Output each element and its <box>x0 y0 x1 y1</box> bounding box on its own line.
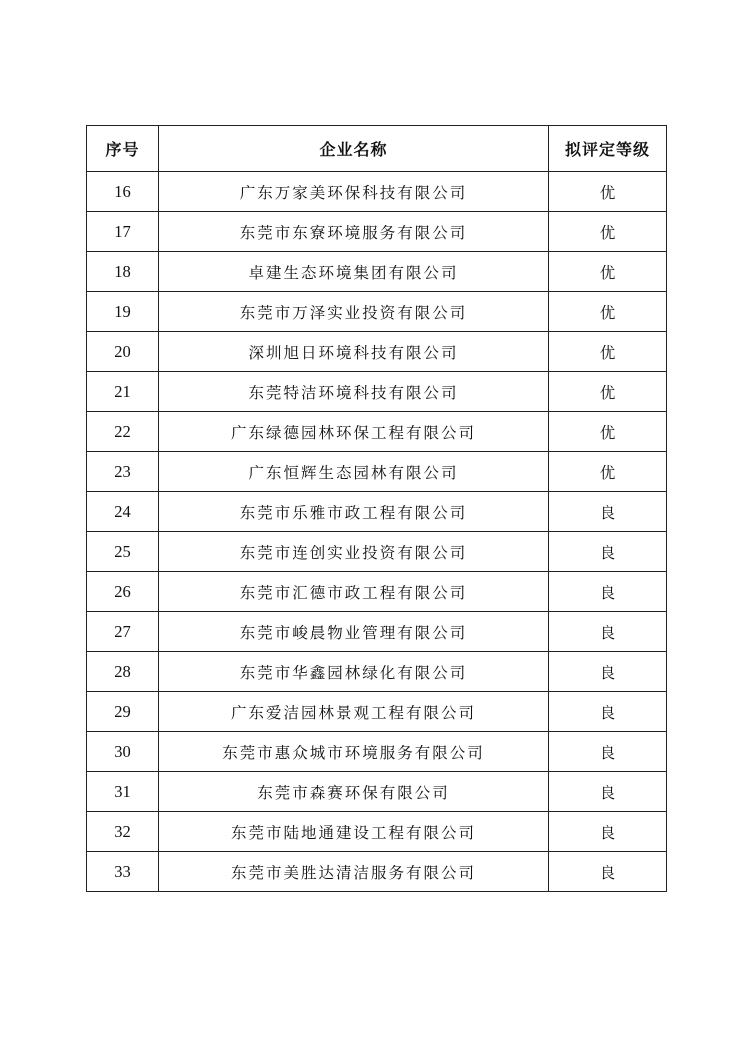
table-row <box>87 692 667 732</box>
row-company-name: 东莞特洁环境科技有限公司 <box>159 372 549 412</box>
row-company-name: 深圳旭日环境科技有限公司 <box>159 332 549 372</box>
table-row <box>87 452 667 492</box>
table-row <box>87 572 667 612</box>
row-grade: 良 <box>549 852 667 892</box>
row-no: 16 <box>87 172 159 212</box>
row-grade: 优 <box>549 372 667 412</box>
row-grade: 优 <box>549 292 667 332</box>
row-grade: 良 <box>549 532 667 572</box>
table-row <box>87 412 667 452</box>
row-company-name: 东莞市华鑫园林绿化有限公司 <box>159 652 549 692</box>
row-grade: 优 <box>549 172 667 212</box>
row-no: 25 <box>87 532 159 572</box>
row-no: 21 <box>87 372 159 412</box>
row-grade: 良 <box>549 492 667 532</box>
row-company-name: 广东爱洁园林景观工程有限公司 <box>159 692 549 732</box>
table-row <box>87 652 667 692</box>
table-body <box>87 172 667 892</box>
row-grade: 良 <box>549 812 667 852</box>
row-company-name: 东莞市惠众城市环境服务有限公司 <box>159 732 549 772</box>
table-row <box>87 492 667 532</box>
row-no: 24 <box>87 492 159 532</box>
table-row <box>87 292 667 332</box>
row-grade: 良 <box>549 572 667 612</box>
row-company-name: 广东万家美环保科技有限公司 <box>159 172 549 212</box>
row-grade: 优 <box>549 332 667 372</box>
row-grade: 优 <box>549 252 667 292</box>
row-no: 29 <box>87 692 159 732</box>
row-no: 28 <box>87 652 159 692</box>
row-no: 18 <box>87 252 159 292</box>
table-row <box>87 212 667 252</box>
row-company-name: 东莞市森赛环保有限公司 <box>159 772 549 812</box>
header-no: 序号 <box>87 126 159 172</box>
header-grade: 拟评定等级 <box>549 126 667 172</box>
row-no: 23 <box>87 452 159 492</box>
row-company-name: 广东恒辉生态园林有限公司 <box>159 452 549 492</box>
row-company-name: 东莞市连创实业投资有限公司 <box>159 532 549 572</box>
table-row <box>87 372 667 412</box>
header-name: 企业名称 <box>159 126 549 172</box>
row-company-name: 东莞市东寮环境服务有限公司 <box>159 212 549 252</box>
row-no: 32 <box>87 812 159 852</box>
table-row <box>87 852 667 892</box>
table-row <box>87 812 667 852</box>
row-company-name: 卓建生态环境集团有限公司 <box>159 252 549 292</box>
row-grade: 良 <box>549 732 667 772</box>
table-row <box>87 332 667 372</box>
row-no: 31 <box>87 772 159 812</box>
row-company-name: 东莞市峻晨物业管理有限公司 <box>159 612 549 652</box>
row-company-name: 东莞市万泽实业投资有限公司 <box>159 292 549 332</box>
table-row <box>87 772 667 812</box>
row-no: 17 <box>87 212 159 252</box>
row-company-name: 东莞市陆地通建设工程有限公司 <box>159 812 549 852</box>
row-no: 26 <box>87 572 159 612</box>
row-grade: 良 <box>549 772 667 812</box>
row-no: 30 <box>87 732 159 772</box>
table-row <box>87 252 667 292</box>
row-grade: 良 <box>549 652 667 692</box>
row-no: 20 <box>87 332 159 372</box>
enterprise-grade-table <box>86 125 667 892</box>
table-row <box>87 532 667 572</box>
row-grade: 良 <box>549 612 667 652</box>
table-row <box>87 612 667 652</box>
row-grade: 良 <box>549 692 667 732</box>
row-no: 33 <box>87 852 159 892</box>
table-row <box>87 172 667 212</box>
row-no: 22 <box>87 412 159 452</box>
row-grade: 优 <box>549 212 667 252</box>
table-header-row <box>87 126 667 172</box>
row-company-name: 东莞市乐雅市政工程有限公司 <box>159 492 549 532</box>
row-grade: 优 <box>549 412 667 452</box>
row-company-name: 广东绿德园林环保工程有限公司 <box>159 412 549 452</box>
row-company-name: 东莞市汇德市政工程有限公司 <box>159 572 549 612</box>
row-company-name: 东莞市美胜达清洁服务有限公司 <box>159 852 549 892</box>
row-no: 27 <box>87 612 159 652</box>
table-row <box>87 732 667 772</box>
row-grade: 优 <box>549 452 667 492</box>
row-no: 19 <box>87 292 159 332</box>
